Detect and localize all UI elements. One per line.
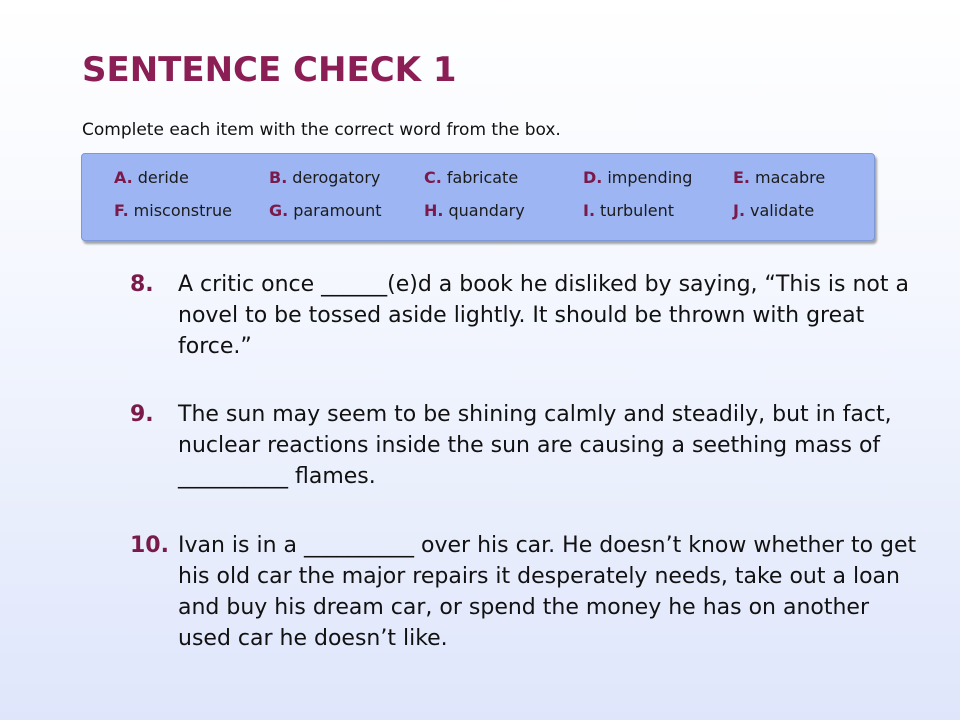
question-number: 9. [130, 402, 154, 427]
word-option-e [733, 168, 825, 187]
option-letter: F. [114, 201, 129, 220]
question-number: 8. [130, 272, 154, 297]
option-letter: H. [424, 201, 444, 220]
option-word: quandary [448, 201, 525, 220]
option-letter: E. [733, 168, 751, 187]
word-option-d [583, 168, 692, 187]
option-word: derogatory [292, 168, 381, 187]
word-option-f [114, 201, 232, 220]
option-word: macabre [755, 168, 826, 187]
word-option-j [733, 201, 814, 220]
word-option-h [424, 201, 525, 220]
word-option-b [269, 168, 380, 187]
question-text: The sun may seem to be shining calmly and steadily, but in fact, nuclear reactions inside the sun are causing a seething mass of __________ flames. [178, 402, 892, 489]
question-text: A critic once ______(e)d a book he disliked by saying, “This is not a novel to be tossed aside lightly. It should be thrown with great force.” [178, 272, 909, 359]
question-text: Ivan is in a __________ over his car. He doesn’t know whether to get his old car the major repairs it desperately needs, take out a loan and buy his dream car, or spend the money he has on another used car he doesn’t like. [178, 533, 917, 651]
option-letter: D. [583, 168, 603, 187]
word-box [81, 153, 875, 241]
word-option-i [583, 201, 674, 220]
option-word: paramount [293, 201, 382, 220]
option-letter: B. [269, 168, 288, 187]
page-title: SENTENCE CHECK 1 [82, 50, 457, 90]
option-letter: J. [733, 201, 746, 220]
option-word: deride [137, 168, 189, 187]
option-word: validate [750, 201, 815, 220]
option-word: fabricate [446, 168, 519, 187]
option-letter: A. [114, 168, 133, 187]
question-number: 10. [130, 533, 169, 558]
option-letter: G. [269, 201, 289, 220]
option-letter: C. [424, 168, 442, 187]
instructions: Complete each item with the correct word from the box. [82, 120, 561, 140]
option-letter: I. [583, 201, 596, 220]
option-word: turbulent [600, 201, 675, 220]
word-option-a [114, 168, 189, 187]
word-option-c [424, 168, 518, 187]
option-word: impending [607, 168, 693, 187]
word-option-g [269, 201, 382, 220]
option-word: misconstrue [133, 201, 232, 220]
